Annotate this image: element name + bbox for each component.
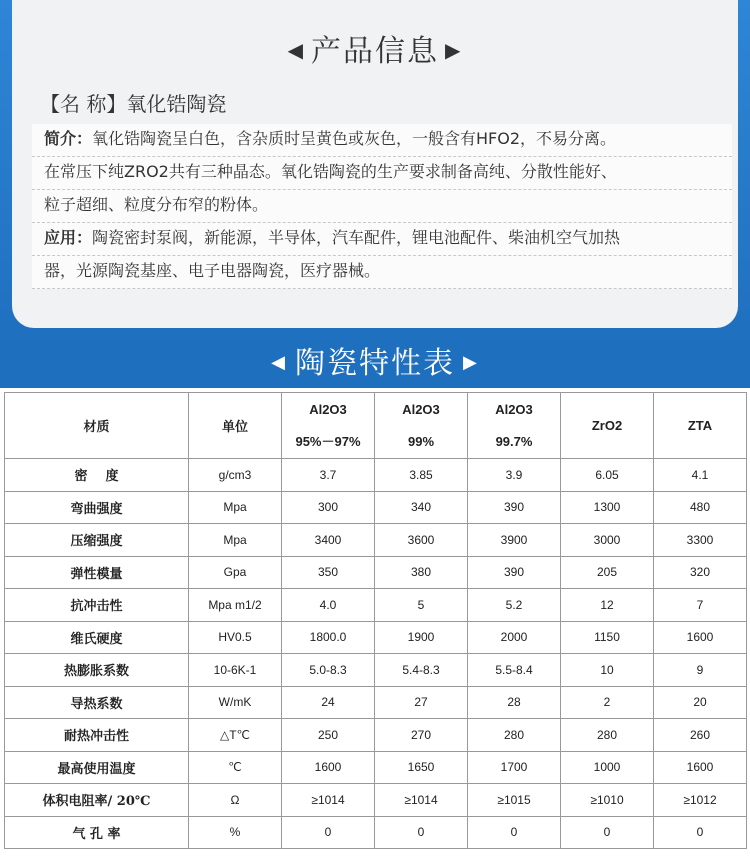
property-value: 5.5-8.4 xyxy=(468,654,561,687)
property-value: 480 xyxy=(654,491,747,524)
property-value: 9 xyxy=(654,654,747,687)
property-value: 12 xyxy=(561,589,654,622)
right-arrow-icon: ▶ xyxy=(445,38,463,62)
header-unit: 单位 xyxy=(189,393,282,459)
table-header-row xyxy=(5,393,747,459)
intro-line: 粒子超细、粒度分布窄的粉体。 xyxy=(32,190,732,223)
property-value: 1650 xyxy=(375,751,468,784)
property-value: 1600 xyxy=(654,751,747,784)
property-value: 380 xyxy=(375,556,468,589)
property-value: 390 xyxy=(468,491,561,524)
property-value: 280 xyxy=(561,719,654,752)
property-value: 3900 xyxy=(468,524,561,557)
product-description xyxy=(32,124,732,289)
property-label: 压缩强度 xyxy=(5,524,189,557)
property-value: ≥1012 xyxy=(654,784,747,817)
property-label: 密 度 xyxy=(5,459,189,492)
property-value: 1600 xyxy=(282,751,375,784)
property-value: 205 xyxy=(561,556,654,589)
header-al2o3-99: Al2O3 99% xyxy=(375,393,468,459)
property-unit: Mpa xyxy=(189,491,282,524)
property-unit: g/cm3 xyxy=(189,459,282,492)
property-value: ≥1014 xyxy=(282,784,375,817)
table-row xyxy=(5,589,747,622)
property-label: 弹性模量 xyxy=(5,556,189,589)
properties-table-container xyxy=(0,388,750,856)
property-unit: 10-6K-1 xyxy=(189,654,282,687)
property-value: 0 xyxy=(282,816,375,849)
property-value: 3.85 xyxy=(375,459,468,492)
table-row xyxy=(5,491,747,524)
property-unit: HV0.5 xyxy=(189,621,282,654)
property-value: 270 xyxy=(375,719,468,752)
left-arrow-icon: ◀ xyxy=(271,352,287,373)
property-label: 最高使用温度 xyxy=(5,751,189,784)
table-row xyxy=(5,686,747,719)
property-label: 气 孔 率 xyxy=(5,816,189,849)
property-value: 0 xyxy=(375,816,468,849)
property-value: 1700 xyxy=(468,751,561,784)
property-unit: Mpa m1/2 xyxy=(189,589,282,622)
property-value: 1600 xyxy=(654,621,747,654)
header-zta: ZTA xyxy=(654,393,747,459)
property-value: 2 xyxy=(561,686,654,719)
table-row xyxy=(5,719,747,752)
property-value: 6.05 xyxy=(561,459,654,492)
property-value: ≥1015 xyxy=(468,784,561,817)
table-row xyxy=(5,816,747,849)
property-value: 4.1 xyxy=(654,459,747,492)
property-unit: % xyxy=(189,816,282,849)
right-arrow-icon: ▶ xyxy=(463,352,479,373)
property-value: 300 xyxy=(282,491,375,524)
table-row xyxy=(5,459,747,492)
properties-title: ◀ 陶瓷特性表 ▶ xyxy=(271,346,479,381)
table-row xyxy=(5,524,747,557)
property-value: 10 xyxy=(561,654,654,687)
property-unit: Ω xyxy=(189,784,282,817)
property-value: 3400 xyxy=(282,524,375,557)
property-value: 3.9 xyxy=(468,459,561,492)
property-label: 热膨胀系数 xyxy=(5,654,189,687)
property-value: 1150 xyxy=(561,621,654,654)
property-value: 3300 xyxy=(654,524,747,557)
property-value: 260 xyxy=(654,719,747,752)
header-zro2: ZrO2 xyxy=(561,393,654,459)
property-value: 0 xyxy=(654,816,747,849)
property-label: 导热系数 xyxy=(5,686,189,719)
property-value: 5.4-8.3 xyxy=(375,654,468,687)
property-value: 280 xyxy=(468,719,561,752)
properties-table xyxy=(4,392,747,849)
property-value: 4.0 xyxy=(282,589,375,622)
property-value: 350 xyxy=(282,556,375,589)
property-value: 3600 xyxy=(375,524,468,557)
table-row xyxy=(5,784,747,817)
property-label: 维氏硬度 xyxy=(5,621,189,654)
property-value: 20 xyxy=(654,686,747,719)
product-info-card xyxy=(12,0,738,328)
property-value: 28 xyxy=(468,686,561,719)
table-row xyxy=(5,751,747,784)
property-value: 5 xyxy=(375,589,468,622)
header-al2o3-997: Al2O3 99.7% xyxy=(468,393,561,459)
header-material: 材质 xyxy=(5,393,189,459)
property-unit: W/mK xyxy=(189,686,282,719)
left-arrow-icon: ◀ xyxy=(287,38,305,62)
property-value: 27 xyxy=(375,686,468,719)
property-label: 弯曲强度 xyxy=(5,491,189,524)
property-value: 1900 xyxy=(375,621,468,654)
product-info-title: ◀ 产品信息 ▶ xyxy=(287,34,463,69)
property-unit: Gpa xyxy=(189,556,282,589)
property-value: 390 xyxy=(468,556,561,589)
application-line: 应用：陶瓷密封泵阀，新能源，半导体，汽车配件，锂电池配件、柴油机空气加热 xyxy=(32,223,732,256)
property-value: 3.7 xyxy=(282,459,375,492)
property-value: 2000 xyxy=(468,621,561,654)
property-value: 250 xyxy=(282,719,375,752)
property-value: 0 xyxy=(468,816,561,849)
intro-line: 简介：氧化锆陶瓷呈白色，含杂质时呈黄色或灰色，一般含有HFO2，不易分离。 xyxy=(32,124,732,157)
property-value: 5.2 xyxy=(468,589,561,622)
property-value: 7 xyxy=(654,589,747,622)
property-value: 320 xyxy=(654,556,747,589)
intro-line: 在常压下纯ZRO2共有三种晶态。氧化锆陶瓷的生产要求制备高纯、分散性能好、 xyxy=(32,157,732,190)
property-value: ≥1010 xyxy=(561,784,654,817)
table-row xyxy=(5,556,747,589)
property-value: 1800.0 xyxy=(282,621,375,654)
property-label: 抗冲击性 xyxy=(5,589,189,622)
header-al2o3-95: Al2O3 95%－97% xyxy=(282,393,375,459)
product-name: 【名 称】氧化锆陶瓷 xyxy=(40,92,227,116)
property-unit: ℃ xyxy=(189,751,282,784)
property-value: 1000 xyxy=(561,751,654,784)
property-value: 340 xyxy=(375,491,468,524)
table-row xyxy=(5,621,747,654)
property-value: 0 xyxy=(561,816,654,849)
table-row xyxy=(5,654,747,687)
property-value: ≥1014 xyxy=(375,784,468,817)
property-value: 24 xyxy=(282,686,375,719)
application-line: 器，光源陶瓷基座、电子电器陶瓷，医疗器械。 xyxy=(32,256,732,289)
property-value: 5.0-8.3 xyxy=(282,654,375,687)
property-unit: Mpa xyxy=(189,524,282,557)
property-label: 耐热冲击性 xyxy=(5,719,189,752)
property-label: 体积电阻率/ 20℃ xyxy=(5,784,189,817)
property-unit: △T℃ xyxy=(189,719,282,752)
property-value: 3000 xyxy=(561,524,654,557)
property-value: 1300 xyxy=(561,491,654,524)
